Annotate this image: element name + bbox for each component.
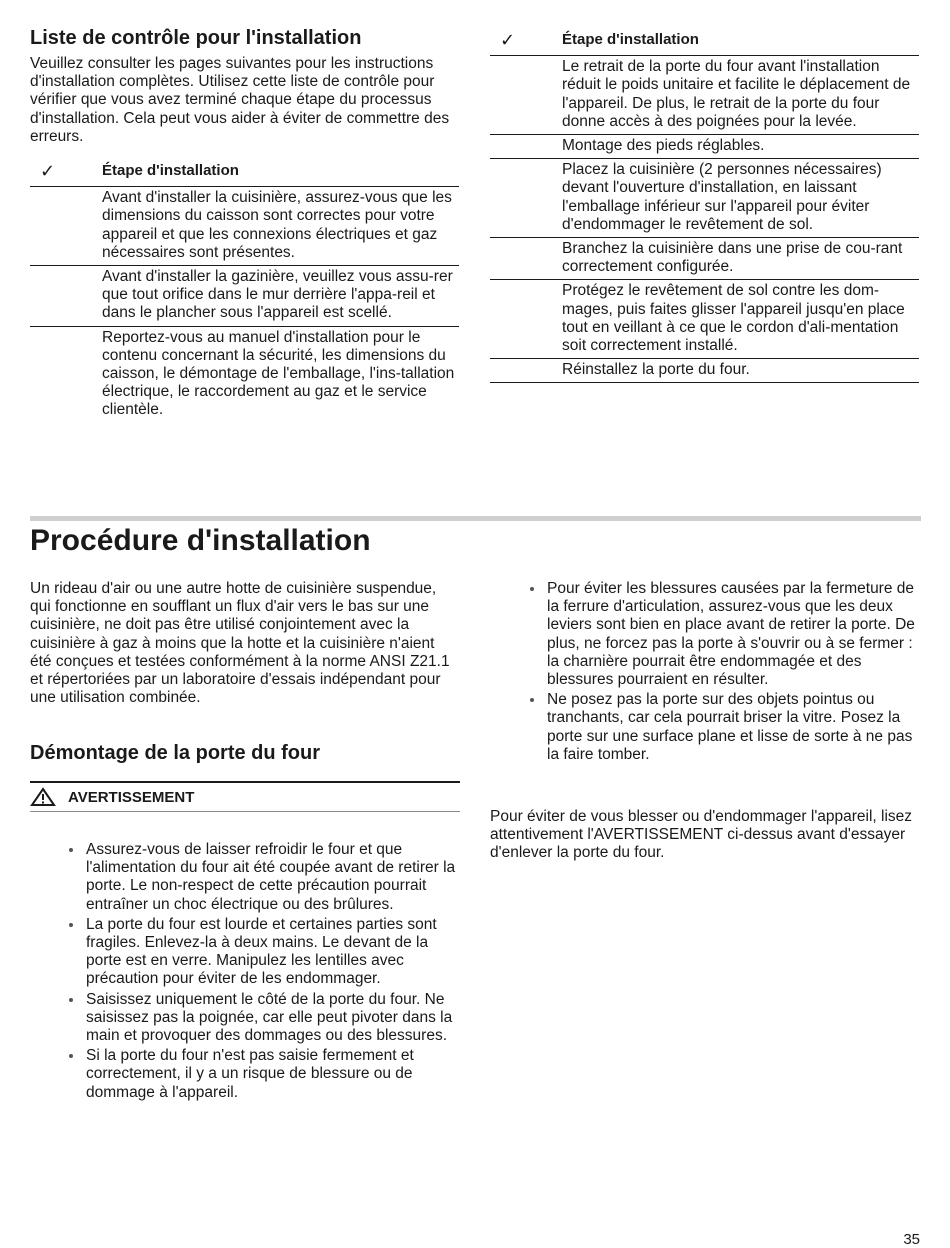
closing-note: Pour éviter de vous blesser ou d'endommager l'appareil, lisez attentivement l'AVERTISSEMENT ci-dessus avant d'essayer d'enlever la porte du four.	[490, 808, 913, 862]
warning-triangle-icon	[30, 787, 56, 807]
step-text: Placez la cuisinière (2 personnes nécessaires) devant l'ouverture d'installation, en laissant l'emballage inférieur sur l'appareil pour éviter d'endommager le revêtement de sol.	[562, 159, 919, 238]
step-text: Reportez-vous au manuel d'installation pour le contenu concernant la sécurité, les dimensions du caisson, le démontage de l'emballage, l'ins-tallation électrique, le raccordement au gaz et le service clientèle.	[102, 328, 455, 419]
bullet-text: Assurez-vous de laisser refroidir le four et que l'alimentation du four ait été coupée avant de retirer la porte. Le non-respect de cette précaution pourrait entraîner un choc électrique ou des brûlures.	[86, 841, 456, 913]
bullet-icon	[530, 587, 534, 591]
checklist-table-right	[490, 27, 919, 383]
procedure-intro: Un rideau d'air ou une autre hotte de cuisinière suspendue, qui fonctionne en soufflant un flux d'air vers le bas sur une cuisinière, ne doit pas être utilisé conjointement avec la cuisinière à gaz à moins que la hotte et la cuisinière n'aient été conçues et testées conformément à la norme ANSI Z21.1 et répertoriées par un laboratoire d'essais indépendant pour une utilisation combinée.	[30, 580, 450, 707]
checklist-row	[490, 359, 919, 383]
bullet-icon	[69, 923, 73, 927]
step-text: Montage des pieds réglables.	[562, 135, 919, 159]
checklist-row	[490, 56, 919, 135]
bullet-text: Ne posez pas la porte sur des objets pointus ou tranchants, car cela pourrait briser la vitre. Posez la porte sur une surface plane et lisse de sorte à ne pas la faire tomber.	[547, 691, 913, 763]
check-cell[interactable]	[30, 266, 102, 327]
bullet-text: Saisissez uniquement le côté de la porte du four. Ne saisissez pas la poignée, car elle peut pivoter dans la main et provoquer des dommages ou des blessures.	[86, 990, 453, 1045]
checklist-intro: Veuillez consulter les pages suivantes pour les instructions d'installation complètes. Utilisez cette liste de contrôle pour vérifier que vous avez terminé chaque étape du processus d'installation. Cela peut vous aider à éviter de commettre des erreurs.	[30, 55, 450, 145]
check-cell[interactable]	[490, 159, 562, 238]
bullet-icon	[69, 998, 73, 1002]
checklist-title: Liste de contrôle pour l'installation	[30, 27, 362, 49]
list-item	[527, 580, 919, 689]
checklist-row	[30, 326, 459, 423]
check-column-header: ✓	[490, 27, 562, 56]
list-item	[66, 916, 460, 989]
warning-header	[30, 781, 460, 812]
step-text: Branchez la cuisinière dans une prise de cou-rant correctement configurée.	[562, 238, 919, 280]
checklist-row	[490, 280, 919, 359]
right-bullet-list	[527, 580, 919, 766]
check-cell[interactable]	[490, 135, 562, 159]
bullet-icon	[69, 1054, 73, 1058]
list-item	[66, 991, 460, 1046]
check-cell[interactable]	[30, 187, 102, 266]
checklist-row	[30, 266, 459, 327]
checklist-row	[490, 159, 919, 238]
step-column-header: Étape d'installation	[562, 27, 919, 56]
check-cell[interactable]	[490, 56, 562, 135]
list-item	[527, 691, 919, 764]
page-number: 35	[903, 1231, 920, 1248]
section-divider	[30, 516, 921, 521]
check-cell[interactable]	[30, 326, 102, 423]
bullet-icon	[530, 698, 534, 702]
step-text: Protégez le revêtement de sol contre les dom-mages, puis faites glisser l'appareil jusqu'en place tout en veillant à ce que le cordon d'ali-mentation soit correctement installé.	[562, 280, 919, 359]
list-item	[66, 841, 460, 914]
warning-label: AVERTISSEMENT	[68, 788, 195, 806]
check-cell[interactable]	[490, 238, 562, 280]
checklist-row	[490, 135, 919, 159]
step-text: Le retrait de la porte du four avant l'installation réduit le poids unitaire et facilite le déplacement de l'appareil. De plus, le retrait de la porte du four donne accès à des poignées pour la levée.	[562, 56, 919, 135]
check-cell[interactable]	[490, 280, 562, 359]
list-item	[66, 1047, 460, 1102]
bullet-icon	[69, 848, 73, 852]
check-cell[interactable]	[490, 359, 562, 383]
step-text: Réinstallez la porte du four.	[562, 359, 919, 383]
bullet-text: Si la porte du four n'est pas saisie fermement et correctement, il y a un risque de blessure ou de dommage à l'appareil.	[86, 1047, 414, 1101]
check-column-header: ✓	[30, 158, 102, 187]
bullet-text: La porte du four est lourde et certaines parties sont fragiles. Enlevez-la à deux mains. Le devant de la porte est en verre. Manipulez les lentilles avec précaution pour éviter de les endommager.	[86, 915, 437, 988]
step-text: Avant d'installer la gazinière, veuillez vous assu-rer que tout orifice dans le mur derrière l'appa-reil et dans le plancher sous l'appareil est scellé.	[102, 266, 459, 327]
checklist-row	[30, 187, 459, 266]
procedure-title: Procédure d'installation	[30, 524, 371, 557]
checklist-table-left	[30, 158, 459, 423]
checklist-row	[490, 238, 919, 280]
bullet-text: Pour éviter les blessures causées par la fermeture de la ferrure d'articulation, assurez-vous que les deux leviers sont bien en place avant de retirer la porte. De plus, ne forcez pas la porte à s'ouvrir ou à se fermer : la charnière pourrait être endommagée et des blessures pourraient en résulter.	[547, 580, 915, 689]
step-column-header: Étape d'installation	[102, 158, 459, 187]
warning-bullet-list	[66, 841, 460, 1104]
door-removal-title: Démontage de la porte du four	[30, 742, 321, 764]
step-text: Avant d'installer la cuisinière, assurez-vous que les dimensions du caisson sont correctes pour votre appareil et que les connexions électriques et gaz nécessaires sont présentes.	[102, 187, 459, 266]
